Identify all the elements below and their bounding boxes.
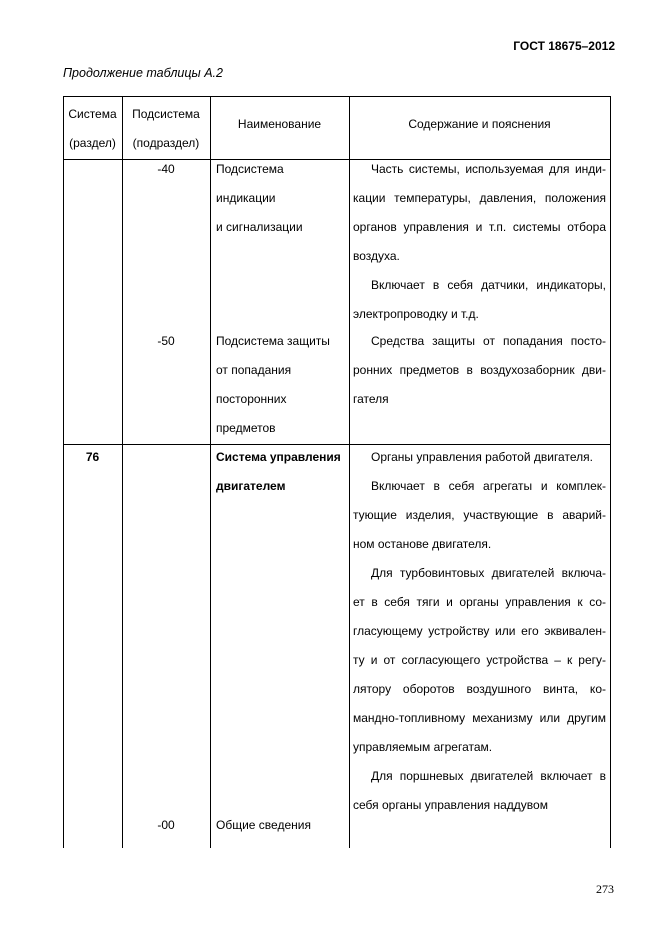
- description-line: ет в себя тяги и органы управления к со-: [353, 595, 606, 609]
- description-line: лятору оборотов воздушного винта, ко-: [353, 682, 606, 696]
- table-left-border: [63, 96, 64, 848]
- name-line: предметов: [216, 421, 276, 435]
- description-line: кации температуры, давления, положения: [353, 191, 606, 205]
- table-top-border: [63, 96, 611, 97]
- column-divider-2: [210, 96, 211, 848]
- document-code: ГОСТ 18675–2012: [513, 39, 615, 53]
- name-line: и сигнализации: [216, 220, 303, 234]
- name-line: посторонних: [216, 392, 287, 406]
- description-line: Включает в себя агрегаты и комплек-: [371, 479, 606, 493]
- description-system-76: [353, 443, 606, 820]
- header-subsystem-line2: (подраздел): [132, 136, 200, 150]
- name-line: Подсистема защиты: [216, 334, 330, 348]
- description-line: гласующему устройству или его эквивален-: [353, 624, 606, 638]
- header-system-line1: Система: [68, 107, 117, 121]
- description-line: гателя: [353, 392, 389, 406]
- description-line: электропроводку и т.д.: [353, 307, 479, 321]
- description-line: органов управления и т.п. системы отбора: [353, 220, 606, 234]
- description-line: Для поршневых двигателей включает в: [371, 769, 606, 783]
- name-subsystem-40: [216, 155, 303, 242]
- description-line: Часть системы, используемая для инди-: [371, 162, 606, 176]
- name-line: двигателем: [216, 479, 286, 493]
- description-line: тующие изделия, участвующие в аварий-: [353, 508, 606, 522]
- header-system-line2: (раздел): [69, 136, 116, 150]
- description-line: себя органы управления наддувом: [353, 798, 548, 812]
- table-caption: Продолжение таблицы А.2: [63, 66, 223, 80]
- name-line: от попадания: [216, 363, 292, 377]
- description-line: ронних предметов в воздухозаборник дви-: [353, 363, 606, 377]
- description-line: ном останове двигателя.: [353, 537, 492, 551]
- description-line: Органы управления работой двигателя.: [371, 450, 593, 464]
- name-subsystem-00: Общие сведения: [216, 818, 311, 832]
- description-line: ту и от согласующего устройства – к регу-: [353, 653, 606, 667]
- data-table: [63, 96, 611, 848]
- table-right-border: [610, 96, 611, 848]
- subsystem-code-40: -40: [157, 162, 175, 176]
- description-line: воздуха.: [353, 249, 400, 263]
- description-line: Включает в себя датчики, индикаторы,: [371, 278, 606, 292]
- description-line: мандно-топливному механизму или другим: [353, 711, 606, 725]
- description-line: Для турбовинтовых двигателей включа-: [371, 566, 606, 580]
- description-line: управляемым агрегатам.: [353, 740, 493, 754]
- name-line: Подсистема: [216, 162, 284, 176]
- subsystem-code-50: -50: [157, 334, 175, 348]
- header-subsystem-line1: Подсистема: [132, 107, 200, 121]
- header-subsystem: [122, 100, 210, 158]
- header-content: Содержание и пояснения: [408, 117, 551, 131]
- description-line: Средства защиты от попадания посто-: [371, 334, 606, 348]
- column-divider-3: [349, 96, 350, 848]
- description-subsystem-40: [353, 155, 606, 329]
- column-divider-1: [122, 96, 123, 848]
- system-code-76: 76: [85, 450, 100, 464]
- header-system: [63, 100, 122, 158]
- subsystem-code-00: -00: [157, 818, 175, 832]
- description-subsystem-50: [353, 327, 606, 414]
- name-line: индикации: [216, 191, 276, 205]
- name-line: Система управления: [216, 450, 341, 464]
- name-system-76: [216, 443, 341, 501]
- page-number: 273: [596, 882, 614, 896]
- name-subsystem-50: [216, 327, 330, 443]
- header-name: Наименование: [237, 117, 322, 131]
